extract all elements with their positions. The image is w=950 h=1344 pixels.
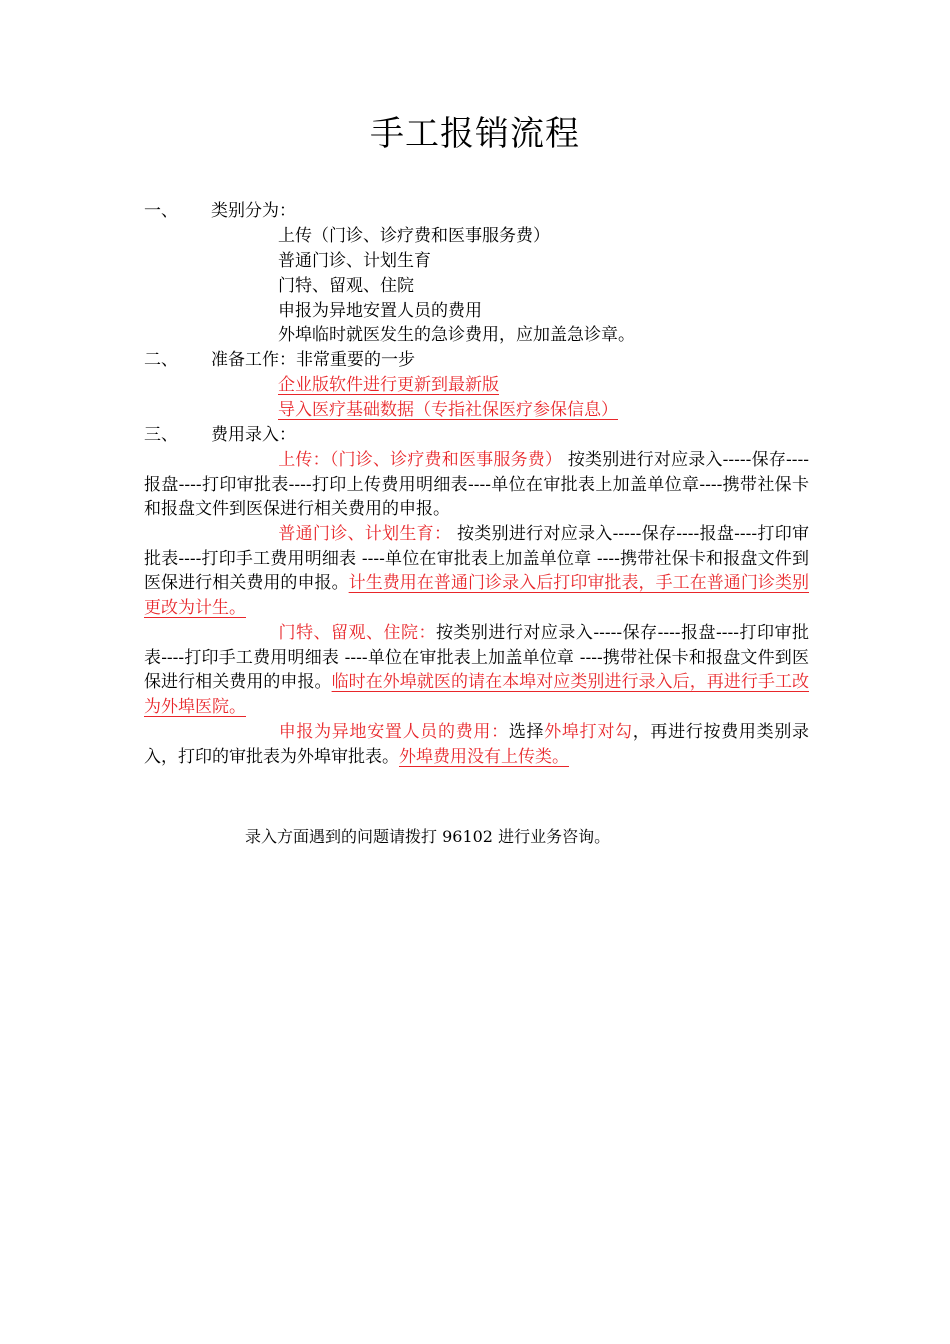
entry-paragraph-relocated <box>144 720 809 769</box>
paragraph-text: 按类别进行对应录入-----保存----报盘----打印审批表----打印上传费用明细表----单位在审批表上加盖单位章----携带社保卡和报盘文件到医保进行相关费用的申报。 <box>144 450 809 520</box>
section-number: 二、 <box>144 350 178 370</box>
entry-paragraph-outpatient <box>144 522 809 620</box>
category-item: 普通门诊、计划生育 <box>278 251 431 271</box>
paragraph-lead: 上传：（门诊、诊疗费和医事服务费） <box>278 450 563 470</box>
section-1-header <box>0 199 950 224</box>
paragraph-note: 临时在外埠就医的请在本埠对应类别进行录入后，再进行手工改为外埠医院。 <box>144 672 810 717</box>
category-item: 外埠临时就医发生的急诊费用，应加盖急诊章。 <box>278 325 635 345</box>
page-title: 手工报销流程 <box>370 114 580 154</box>
section-heading: 类别分为： <box>211 201 296 221</box>
paragraph-highlight: 外埠打对勾 <box>544 722 633 742</box>
paragraph-text: 选择 <box>508 722 545 742</box>
footer-note: 录入方面遇到的问题请拨打 96102 进行业务咨询。 <box>245 827 611 846</box>
section-3-header <box>0 423 950 448</box>
category-item: 上传（门诊、诊疗费和医事服务费） <box>278 226 550 246</box>
paragraph-note: 计生费用在普通门诊录入后打印审批表，手工在普通门诊类别更改为计生。 <box>144 573 810 618</box>
section-heading: 费用录入： <box>211 425 296 445</box>
section-2-header <box>0 348 950 373</box>
paragraph-lead: 普通门诊、计划生育： <box>278 524 452 544</box>
entry-paragraph-upload <box>144 448 809 522</box>
paragraph-lead: 申报为异地安置人员的费用： <box>278 722 509 742</box>
paragraph-text: 按类别进行对应录入-----保存----报盘----打印审批表----打印手工费用明细表 ----单位在审批表上加盖单位章 ----携带社保卡和报盘文件到医保进行相关费用的申报。 <box>144 623 809 693</box>
section-number: 三、 <box>144 425 178 445</box>
prep-item-link: 导入医疗基础数据（专指社保医疗参保信息） <box>278 400 618 420</box>
category-item: 申报为异地安置人员的费用 <box>278 301 482 321</box>
paragraph-note: 外埠费用没有上传类。 <box>399 746 569 767</box>
prep-item-link: 企业版软件进行更新到最新版 <box>278 375 499 395</box>
paragraph-text: 按类别进行对应录入-----保存----报盘----打印审批表----打印手工费用明细表 ----单位在审批表上加盖单位章 ----携带社保卡和报盘文件到医保进行相关费用的申报。 <box>144 524 810 594</box>
paragraph-lead: 门特、留观、住院： <box>278 623 436 643</box>
section-heading: 准备工作：非常重要的一步 <box>211 350 415 370</box>
category-item: 门特、留观、住院 <box>278 276 414 296</box>
entry-paragraph-hospital <box>144 621 809 719</box>
paragraph-text: ，再进行按费用类别录入，打印的审批表为外埠审批表。 <box>144 722 810 767</box>
section-number: 一、 <box>144 201 178 221</box>
